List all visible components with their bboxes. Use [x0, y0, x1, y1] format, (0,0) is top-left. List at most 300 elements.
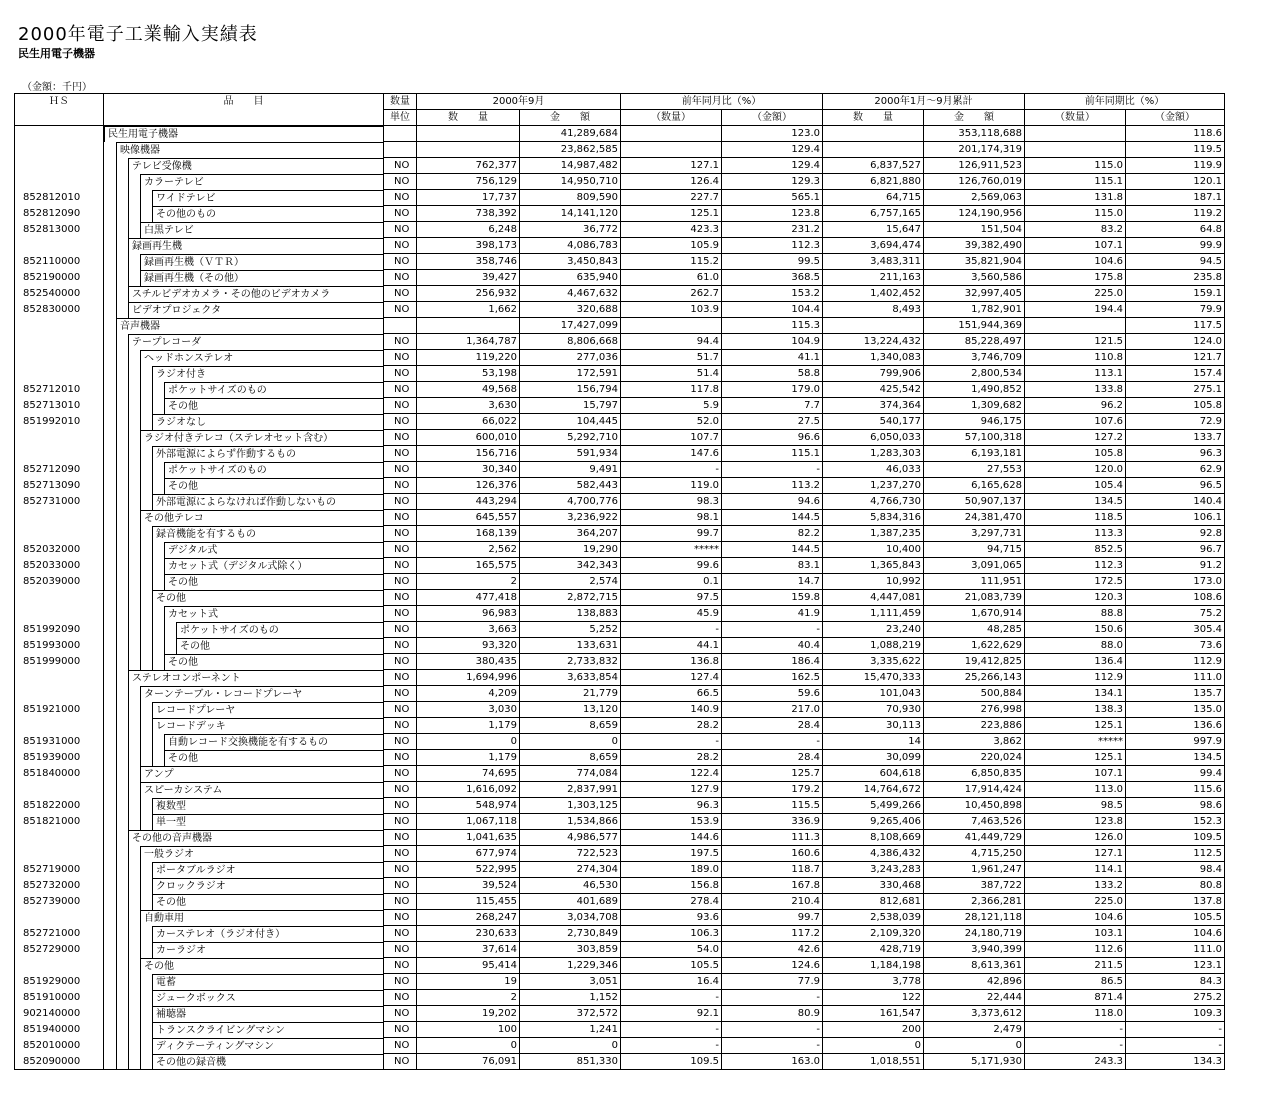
tree-guide-line	[116, 926, 117, 942]
table-row	[15, 494, 1225, 510]
tree-guide-line	[128, 686, 129, 702]
value-ya: 129.3	[722, 174, 823, 190]
tree-guide-line	[140, 606, 141, 622]
value-cq: 211,163	[823, 270, 924, 286]
table-row	[15, 686, 1225, 702]
tree-guide-line	[140, 1054, 141, 1070]
value-ca: 48,285	[924, 622, 1025, 638]
value-ya: 27.5	[722, 414, 823, 430]
item-name: ポータブルラジオ	[152, 862, 383, 878]
value-ca: 39,382,490	[924, 238, 1025, 254]
value-yq: 28.2	[621, 750, 722, 766]
item-name-cell	[104, 862, 384, 878]
value-yq: 105.9	[621, 238, 722, 254]
value-ya: 59.6	[722, 686, 823, 702]
value-yq: 99.6	[621, 558, 722, 574]
value-cq: 1,365,843	[823, 558, 924, 574]
hs-code: 851992010	[15, 414, 104, 430]
value-a: 8,806,668	[520, 334, 621, 350]
value-q: 49,568	[417, 382, 520, 398]
table-row	[15, 878, 1225, 894]
value-cyq: 871.4	[1025, 990, 1126, 1006]
tree-guide-line	[116, 654, 117, 670]
value-ca: 3,297,731	[924, 526, 1025, 542]
value-yq: 117.8	[621, 382, 722, 398]
tree-guide-line	[128, 718, 129, 734]
value-cya: 112.9	[1126, 654, 1225, 670]
value-ca: 41,449,729	[924, 830, 1025, 846]
value-cyq: 88.8	[1025, 606, 1126, 622]
tree-guide-line	[140, 990, 141, 1006]
header-month-qty: 数 量	[417, 110, 520, 126]
tree-guide-line	[152, 638, 153, 654]
item-name: 白黒テレビ	[140, 222, 383, 238]
item-name-cell	[104, 430, 384, 446]
item-name-cell	[104, 670, 384, 686]
value-a: 13,120	[520, 702, 621, 718]
value-cq: 200	[823, 1022, 924, 1038]
value-q: 96,983	[417, 606, 520, 622]
hs-code: 852729000	[15, 942, 104, 958]
tree-guide-line	[116, 542, 117, 558]
value-q: 1,616,092	[417, 782, 520, 798]
value-a: 4,986,577	[520, 830, 621, 846]
value-cyq	[1025, 126, 1126, 142]
hs-code: 851822000	[15, 798, 104, 814]
value-ca: 2,479	[924, 1022, 1025, 1038]
table-row	[15, 670, 1225, 686]
item-name: ステレオコンポーネント	[128, 670, 383, 686]
quantity-unit: NO	[384, 494, 417, 510]
value-yq: 16.4	[621, 974, 722, 990]
value-cq: 4,447,081	[823, 590, 924, 606]
value-ya: 163.0	[722, 1054, 823, 1070]
value-q: 3,630	[417, 398, 520, 414]
value-cyq: 123.8	[1025, 814, 1126, 830]
value-yq: -	[621, 462, 722, 478]
value-ca: 24,381,470	[924, 510, 1025, 526]
value-cya: 98.4	[1126, 862, 1225, 878]
value-a: 8,659	[520, 718, 621, 734]
tree-guide-line	[116, 1054, 117, 1070]
value-cq: 1,018,551	[823, 1054, 924, 1070]
tree-guide-line	[140, 206, 141, 222]
quantity-unit: NO	[384, 334, 417, 350]
value-a: 3,633,854	[520, 670, 621, 686]
value-q: 756,129	[417, 174, 520, 190]
tree-guide-line	[128, 1054, 129, 1070]
value-a: 1,229,346	[520, 958, 621, 974]
value-cq: 9,265,406	[823, 814, 924, 830]
tree-guide-line	[128, 846, 129, 862]
value-ca: 1,622,629	[924, 638, 1025, 654]
hs-code: 852110000	[15, 254, 104, 270]
tree-guide-line	[152, 750, 153, 766]
value-ca: 111,951	[924, 574, 1025, 590]
quantity-unit: NO	[384, 190, 417, 206]
value-cya: 159.1	[1126, 286, 1225, 302]
value-cq: 161,547	[823, 1006, 924, 1022]
value-cq: 812,681	[823, 894, 924, 910]
table-row	[15, 846, 1225, 862]
tree-guide-line	[116, 990, 117, 1006]
value-cq: 604,618	[823, 766, 924, 782]
value-cyq: 121.5	[1025, 334, 1126, 350]
value-yq: 103.9	[621, 302, 722, 318]
item-name-cell	[104, 238, 384, 254]
value-q: 0	[417, 1038, 520, 1054]
item-name: 録画再生機（その他）	[140, 270, 383, 286]
value-yq: 98.1	[621, 510, 722, 526]
item-name: カラーテレビ	[140, 174, 383, 190]
tree-guide-line	[140, 446, 141, 462]
hs-code	[15, 718, 104, 734]
tree-guide-line	[116, 286, 117, 302]
item-name: その他	[164, 478, 383, 494]
value-ca: 124,190,956	[924, 206, 1025, 222]
tree-guide-line	[116, 430, 117, 446]
value-cyq: 127.1	[1025, 846, 1126, 862]
item-name: ポケットサイズのもの	[164, 462, 383, 478]
value-q: 74,695	[417, 766, 520, 782]
value-yq: 99.7	[621, 526, 722, 542]
value-q: 76,091	[417, 1054, 520, 1070]
value-cya: 119.2	[1126, 206, 1225, 222]
tree-guide-line	[152, 622, 153, 638]
value-cyq: 150.6	[1025, 622, 1126, 638]
tree-guide-line	[140, 862, 141, 878]
value-cya: 120.1	[1126, 174, 1225, 190]
value-yq: 96.3	[621, 798, 722, 814]
table-row	[15, 446, 1225, 462]
value-ya: 117.2	[722, 926, 823, 942]
value-q: 1,694,996	[417, 670, 520, 686]
value-a: 277,036	[520, 350, 621, 366]
tree-guide-line	[140, 654, 141, 670]
value-yq: 126.4	[621, 174, 722, 190]
value-cq: 1,283,303	[823, 446, 924, 462]
value-ya: -	[722, 462, 823, 478]
table-row	[15, 318, 1225, 334]
value-q: 358,746	[417, 254, 520, 270]
tree-guide-line	[116, 734, 117, 750]
value-ca: 3,940,399	[924, 942, 1025, 958]
header-item: 品 目	[104, 94, 384, 126]
tree-guide-line	[128, 910, 129, 926]
table-row	[15, 142, 1225, 158]
tree-guide-line	[128, 798, 129, 814]
tree-guide-line	[128, 622, 129, 638]
hs-code	[15, 590, 104, 606]
item-name-cell	[104, 990, 384, 1006]
quantity-unit	[384, 318, 417, 334]
value-yq: 262.7	[621, 286, 722, 302]
value-cq: 6,757,165	[823, 206, 924, 222]
value-cya: 115.6	[1126, 782, 1225, 798]
quantity-unit: NO	[384, 286, 417, 302]
item-name-cell	[104, 478, 384, 494]
item-name: 録音機能を有するもの	[152, 526, 383, 542]
quantity-unit	[384, 126, 417, 142]
value-ca: 28,121,118	[924, 910, 1025, 926]
value-q: 256,932	[417, 286, 520, 302]
value-q: 66,022	[417, 414, 520, 430]
value-cq: 14	[823, 734, 924, 750]
item-name-cell	[104, 638, 384, 654]
value-yq: 66.5	[621, 686, 722, 702]
table-row	[15, 398, 1225, 414]
tree-guide-line	[152, 558, 153, 574]
item-name: その他	[176, 638, 383, 654]
value-cya: -	[1126, 1022, 1225, 1038]
tree-guide-line	[116, 238, 117, 254]
tree-guide-line	[116, 350, 117, 366]
table-row	[15, 990, 1225, 1006]
value-cyq: 113.0	[1025, 782, 1126, 798]
value-cyq: 98.5	[1025, 798, 1126, 814]
tree-guide-line	[128, 1022, 129, 1038]
value-q: 230,633	[417, 926, 520, 942]
table-row	[15, 606, 1225, 622]
value-cyq: 134.5	[1025, 494, 1126, 510]
hs-code	[15, 158, 104, 174]
value-cyq: 126.0	[1025, 830, 1126, 846]
tree-guide-line	[164, 638, 165, 654]
quantity-unit: NO	[384, 270, 417, 286]
hs-code: 851929000	[15, 974, 104, 990]
value-yq	[621, 142, 722, 158]
value-a: 364,207	[520, 526, 621, 542]
value-cya: 108.6	[1126, 590, 1225, 606]
item-name: 録画再生機（ＶＴＲ）	[140, 254, 383, 270]
value-cyq: 211.5	[1025, 958, 1126, 974]
value-q: 93,320	[417, 638, 520, 654]
tree-guide-line	[128, 430, 129, 446]
hs-code	[15, 334, 104, 350]
hs-code: 851931000	[15, 734, 104, 750]
value-q: 53,198	[417, 366, 520, 382]
item-name-cell	[104, 142, 384, 158]
value-ya: -	[722, 1038, 823, 1054]
value-yq: 227.7	[621, 190, 722, 206]
value-cq: 1,088,219	[823, 638, 924, 654]
tree-guide-line	[140, 398, 141, 414]
value-a: 36,772	[520, 222, 621, 238]
value-yq: 423.3	[621, 222, 722, 238]
value-cya: 187.1	[1126, 190, 1225, 206]
item-name: テレビ受像機	[128, 158, 383, 174]
item-name-cell	[104, 302, 384, 318]
tree-guide-line	[116, 206, 117, 222]
table-row	[15, 1054, 1225, 1070]
tree-guide-line	[128, 766, 129, 782]
item-name-cell	[104, 798, 384, 814]
value-a: 582,443	[520, 478, 621, 494]
value-ca: 126,911,523	[924, 158, 1025, 174]
item-name: 単一型	[152, 814, 383, 830]
value-cyq: 125.1	[1025, 718, 1126, 734]
value-a: 809,590	[520, 190, 621, 206]
value-cyq: 88.0	[1025, 638, 1126, 654]
value-a: 0	[520, 1038, 621, 1054]
value-cya: 91.2	[1126, 558, 1225, 574]
tree-guide-line	[128, 542, 129, 558]
hs-code: 852739000	[15, 894, 104, 910]
value-cq: 5,499,266	[823, 798, 924, 814]
tree-guide-line	[116, 846, 117, 862]
tree-guide-line	[116, 782, 117, 798]
item-name: 民生用電子機器	[104, 126, 383, 142]
item-name: 外部電源によらず作動するもの	[152, 446, 383, 462]
value-cq: 10,992	[823, 574, 924, 590]
tree-guide-line	[116, 830, 117, 846]
value-cq: 4,386,432	[823, 846, 924, 862]
value-cyq: 225.0	[1025, 286, 1126, 302]
header-cumulative-yoy-qty: （数量）	[1025, 110, 1126, 126]
table-row	[15, 590, 1225, 606]
value-a: 3,450,843	[520, 254, 621, 270]
value-a: 133,631	[520, 638, 621, 654]
value-a: 722,523	[520, 846, 621, 862]
quantity-unit: NO	[384, 878, 417, 894]
value-cq: 1,402,452	[823, 286, 924, 302]
value-cyq: 114.1	[1025, 862, 1126, 878]
value-cq: 5,834,316	[823, 510, 924, 526]
table-row	[15, 430, 1225, 446]
value-cq: 6,837,527	[823, 158, 924, 174]
item-name-cell	[104, 766, 384, 782]
tree-guide-line	[116, 1022, 117, 1038]
value-cya: 72.9	[1126, 414, 1225, 430]
value-ya: 153.2	[722, 286, 823, 302]
value-cyq: 120.0	[1025, 462, 1126, 478]
hs-code: 852540000	[15, 286, 104, 302]
tree-guide-line	[152, 478, 153, 494]
value-ya: 368.5	[722, 270, 823, 286]
tree-guide-line	[128, 366, 129, 382]
value-cq: 46,033	[823, 462, 924, 478]
value-cq: 374,364	[823, 398, 924, 414]
value-q: 30,340	[417, 462, 520, 478]
value-ca: 126,760,019	[924, 174, 1025, 190]
value-a: 23,862,585	[520, 142, 621, 158]
value-cyq: 175.8	[1025, 270, 1126, 286]
tree-guide-line	[140, 1022, 141, 1038]
value-cyq: 112.6	[1025, 942, 1126, 958]
value-a: 1,152	[520, 990, 621, 1006]
item-name-cell	[104, 606, 384, 622]
value-ca: 8,613,361	[924, 958, 1025, 974]
table-row	[15, 286, 1225, 302]
value-cq: 330,468	[823, 878, 924, 894]
table-row	[15, 814, 1225, 830]
tree-guide-line	[128, 478, 129, 494]
item-name: その他のもの	[152, 206, 383, 222]
value-cya: -	[1126, 1038, 1225, 1054]
hs-code: 852010000	[15, 1038, 104, 1054]
value-cq: 1,111,459	[823, 606, 924, 622]
tree-guide-line	[140, 414, 141, 430]
table-row	[15, 1038, 1225, 1054]
value-q: 522,995	[417, 862, 520, 878]
value-ya: 167.8	[722, 878, 823, 894]
value-cyq: 83.2	[1025, 222, 1126, 238]
value-cyq: 118.0	[1025, 1006, 1126, 1022]
item-name: ジュークボックス	[152, 990, 383, 1006]
tree-guide-line	[116, 158, 117, 174]
hs-code: 851840000	[15, 766, 104, 782]
value-cya: 135.0	[1126, 702, 1225, 718]
value-cya: 112.5	[1126, 846, 1225, 862]
hs-code: 852732000	[15, 878, 104, 894]
quantity-unit: NO	[384, 926, 417, 942]
value-q: 3,030	[417, 702, 520, 718]
tree-guide-line	[116, 510, 117, 526]
quantity-unit: NO	[384, 430, 417, 446]
tree-guide-line	[140, 526, 141, 542]
table-row	[15, 526, 1225, 542]
hs-code	[15, 670, 104, 686]
value-ca: 0	[924, 1038, 1025, 1054]
value-cyq: 115.1	[1025, 174, 1126, 190]
value-ca: 6,193,181	[924, 446, 1025, 462]
quantity-unit: NO	[384, 366, 417, 382]
item-name: レコードデッキ	[152, 718, 383, 734]
item-name: ワイドテレビ	[152, 190, 383, 206]
table-row	[15, 830, 1225, 846]
value-a: 156,794	[520, 382, 621, 398]
value-ya: 160.6	[722, 846, 823, 862]
hs-code: 852830000	[15, 302, 104, 318]
value-a: 372,572	[520, 1006, 621, 1022]
value-cq: 8,108,669	[823, 830, 924, 846]
value-yq: 54.0	[621, 942, 722, 958]
value-q: 380,435	[417, 654, 520, 670]
tree-guide-line	[164, 622, 165, 638]
tree-guide-line	[116, 190, 117, 206]
tree-guide-line	[116, 862, 117, 878]
header-yoy-qty: （数量）	[621, 110, 722, 126]
hs-code: 852731000	[15, 494, 104, 510]
item-name-cell	[104, 878, 384, 894]
value-cq: 122	[823, 990, 924, 1006]
quantity-unit	[384, 142, 417, 158]
tree-guide-line	[128, 702, 129, 718]
quantity-unit: NO	[384, 798, 417, 814]
hs-code	[15, 846, 104, 862]
item-name: テープレコーダ	[128, 334, 383, 350]
value-cya: 98.6	[1126, 798, 1225, 814]
tree-guide-line	[128, 398, 129, 414]
item-name-cell	[104, 574, 384, 590]
value-q: 645,557	[417, 510, 520, 526]
value-ya: 96.6	[722, 430, 823, 446]
item-name-cell	[104, 542, 384, 558]
value-yq: 136.8	[621, 654, 722, 670]
value-a: 5,252	[520, 622, 621, 638]
value-q: 548,974	[417, 798, 520, 814]
value-cq: 799,906	[823, 366, 924, 382]
value-q: 477,418	[417, 590, 520, 606]
value-cya: 117.5	[1126, 318, 1225, 334]
item-name: カーステレオ（ラジオ付き）	[152, 926, 383, 942]
value-cq: 2,538,039	[823, 910, 924, 926]
tree-guide-line	[116, 622, 117, 638]
table-row	[15, 174, 1225, 190]
item-name: ヘッドホンステレオ	[140, 350, 383, 366]
value-cq: 30,099	[823, 750, 924, 766]
value-cya: 96.5	[1126, 478, 1225, 494]
